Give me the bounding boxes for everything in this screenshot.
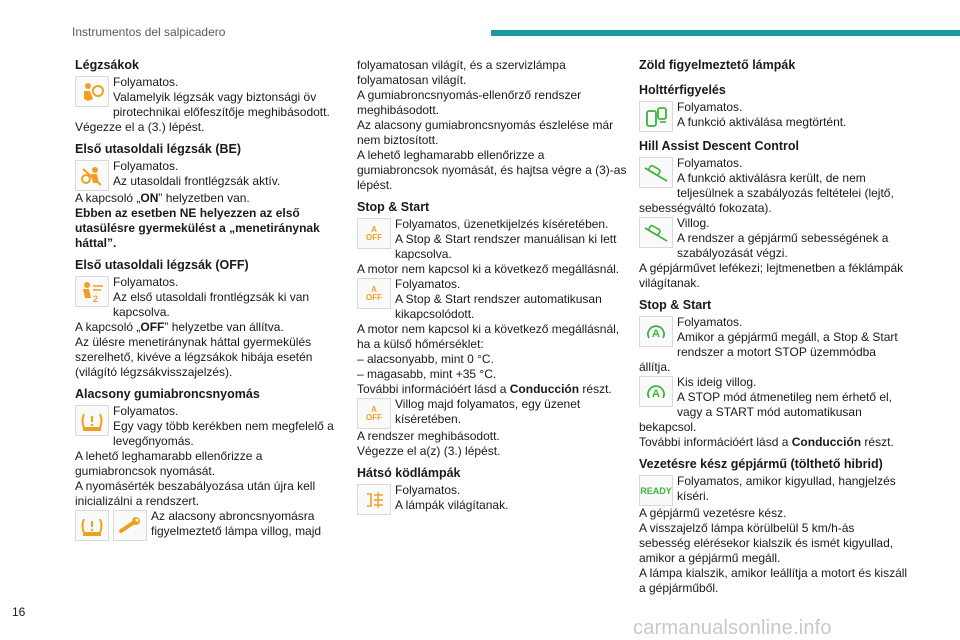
hill-b2: A rendszer a gépjármű sebességének a szabályozását végzi. bbox=[677, 231, 889, 260]
airbags-heading: Légzsákok bbox=[75, 58, 139, 72]
hill-b1: Villog. bbox=[677, 216, 710, 230]
hill-b3: A gépjárművet lefékezi; lejtmenetben a féklámpák világítanak. bbox=[639, 261, 904, 290]
rear-fog-block bbox=[357, 483, 627, 515]
airbags-text-1: Folyamatos. bbox=[113, 75, 179, 89]
stop-start-active-icon-2 bbox=[639, 376, 673, 407]
section-title: Instrumentos del salpicadero bbox=[72, 25, 226, 39]
front-pass-off-block bbox=[75, 275, 345, 320]
passenger-airbag-off-icon bbox=[75, 276, 109, 307]
stop-start-b1: Folyamatos. bbox=[395, 277, 461, 291]
low-tyre-block-2 bbox=[75, 509, 345, 541]
hill-block-a bbox=[639, 156, 909, 216]
hill-heading: Hill Assist Descent Control bbox=[639, 139, 799, 153]
front-pass-on-warning: Ebben az esetben NE helyezzen az első utasülésre gyermekülést a „menetiránynak háttal”. bbox=[75, 206, 320, 250]
rear-fog-text-2: A lámpák világítanak. bbox=[395, 498, 509, 512]
low-tyre-text-1: Folyamatos. bbox=[113, 404, 179, 418]
hill-descent-icon-2 bbox=[639, 217, 673, 248]
ready-icon: READY bbox=[639, 475, 673, 506]
rear-fog-text-1: Folyamatos. bbox=[395, 483, 461, 497]
tyre-cont-text-4: A lehető leghamarabb ellenőrizze a gumiabroncsok nyomását, és hajtsa végre a (3)-as lépést. bbox=[357, 148, 627, 192]
tyre-pressure-icon-2 bbox=[75, 510, 109, 541]
stop-start-a3: A motor nem kapcsol ki a következő megállásnál. bbox=[357, 262, 620, 276]
stop-start-green-b1: Kis ideig villog. bbox=[677, 375, 757, 389]
stop-start-c3: Végezze el a(z) (3.) lépést. bbox=[357, 444, 501, 458]
hill-a1: Folyamatos. bbox=[677, 156, 743, 170]
blind-spot-text-1: Folyamatos. bbox=[677, 100, 743, 114]
stop-start-active-icon bbox=[639, 316, 673, 347]
hill-block-b bbox=[639, 216, 909, 261]
tyre-cont-text-3: Az alacsony gumiabroncsnyomás észlelése már nem biztosított. bbox=[357, 118, 614, 147]
low-tyre-block bbox=[75, 404, 345, 449]
front-pass-on-heading: Első utasoldali légzsák (BE) bbox=[75, 142, 242, 156]
front-pass-on-block bbox=[75, 159, 345, 191]
low-tyre-text-3: A lehető leghamarabb ellenőrizze a gumiabroncsok nyomását. bbox=[75, 449, 263, 478]
stop-start-green-b2: A STOP mód átmenetileg nem érhető el, vagy a START mód automatikusan bekapcsol. bbox=[639, 390, 893, 434]
front-pass-off-text-4: Az ülésre menetiránynak háttal gyermekülés szerelhető, kivéve a légzsákok hibája esetén (világító légzsákvisszajelzés). bbox=[75, 335, 313, 379]
stop-start-off-block-a bbox=[357, 217, 627, 262]
blind-spot-heading: Holttérfigyelés bbox=[639, 83, 726, 97]
stop-start-b4: – alacsonyabb, mint 0 °C. bbox=[357, 352, 494, 366]
ready-a1: Folyamatos, amikor kigyullad, hangjelzés kíséri. bbox=[677, 474, 896, 503]
tyre-cont-text-1: folyamatosan világít, és a szervizlámpa folyamatosan világít. bbox=[357, 58, 566, 87]
ready-heading: Vezetésre kész gépjármű (tölthető hibrid) bbox=[639, 457, 883, 471]
airbags-text-3: Végezze el a (3.) lépést. bbox=[75, 120, 205, 134]
stop-start-off-heading: Stop & Start bbox=[357, 200, 430, 214]
passenger-airbag-on-icon bbox=[75, 160, 109, 191]
stop-start-green-heading: Stop & Start bbox=[639, 298, 712, 312]
front-pass-on-text-3: A kapcsoló „ON” helyzetben van. bbox=[75, 191, 250, 205]
airbags-text-2: Valamelyik légzsák vagy biztonsági öv pirotechnikai előfeszítője meghibásodott. bbox=[113, 90, 330, 119]
ready-block bbox=[639, 474, 909, 506]
wrench-icon bbox=[113, 510, 147, 541]
stop-start-green-block-b bbox=[639, 375, 909, 435]
column-3 bbox=[639, 58, 909, 596]
green-lamps-heading: Zöld figyelmeztető lámpák bbox=[639, 58, 796, 72]
tyre-cont-text-2: A gumiabroncsnyomás-ellenőrző rendszer meghibásodott. bbox=[357, 88, 582, 117]
airbag-warning-icon bbox=[75, 76, 109, 107]
svg-text:A: A bbox=[652, 387, 660, 400]
ready-a3: A visszajelző lámpa körülbelül 5 km/h-ás sebesség elérésekor kialszik és ismét kigyullad, amikor a gépjármű megáll. bbox=[639, 521, 894, 565]
page-number: 16 bbox=[12, 605, 26, 619]
column-1 bbox=[75, 58, 345, 541]
stop-start-b2: A Stop & Start rendszer automatikusan kikapcsolódott. bbox=[395, 292, 602, 321]
front-pass-on-text-1: Folyamatos. bbox=[113, 159, 179, 173]
ready-a2: A gépjármű vezetésre kész. bbox=[639, 506, 787, 520]
hill-descent-icon bbox=[639, 157, 673, 188]
stop-start-off-block-c bbox=[357, 397, 627, 429]
svg-text:A: A bbox=[652, 327, 660, 340]
blind-spot-text-2: A funkció aktiválása megtörtént. bbox=[677, 115, 847, 129]
stop-start-a1: Folyamatos, üzenetkijelzés kíséretében. bbox=[395, 217, 609, 231]
stop-start-off-block-b bbox=[357, 277, 627, 322]
header-accent-bar bbox=[491, 30, 960, 36]
front-pass-off-heading: Első utasoldali légzsák (OFF) bbox=[75, 258, 249, 272]
stop-start-green-block-a bbox=[639, 315, 909, 375]
blind-spot-block bbox=[639, 100, 909, 132]
stop-start-b3: A motor nem kapcsol ki a következő megállásnál, ha a külső hőmérséklet: bbox=[357, 322, 620, 351]
ready-a4: A lámpa kialszik, amikor leállítja a motort és kiszáll a gépjárműből. bbox=[639, 566, 908, 595]
stop-start-off-icon-3: A OFF bbox=[357, 398, 391, 429]
column-2 bbox=[357, 58, 627, 515]
low-tyre-heading: Alacsony gumiabroncsnyomás bbox=[75, 387, 260, 401]
low-tyre-text-2: Egy vagy több kerékben nem megfelelő a levegőnyomás. bbox=[113, 419, 334, 448]
rear-fog-heading: Hátsó ködlámpák bbox=[357, 466, 461, 480]
stop-start-off-icon: A OFF bbox=[357, 218, 391, 249]
stop-start-green-a2: Amikor a gépjármű megáll, a Stop & Start rendszer a motort STOP üzemmódba állítja. bbox=[639, 330, 898, 374]
stop-start-c1: Villog majd folyamatos, egy üzenet kíséretében. bbox=[395, 397, 581, 426]
tyre-pressure-icon bbox=[75, 405, 109, 436]
hill-a2: A funkció aktiválásra került, de nem teljesülnek a szabályozás feltételei (lejtő, sebességváltó fokozata). bbox=[639, 171, 894, 215]
airbags-block bbox=[75, 75, 345, 120]
rear-fog-lamp-icon bbox=[357, 484, 391, 515]
low-tyre-text-4: A nyomásérték beszabályozása után újra kell inicializálni a rendszert. bbox=[75, 479, 316, 508]
low-tyre-text-5: Az alacsony abroncsnyomásra figyelmeztető lámpa villog, majd bbox=[151, 509, 322, 538]
front-pass-off-text-3: A kapcsoló „OFF” helyzetbe van állítva. bbox=[75, 320, 284, 334]
front-pass-on-text-2: Az utasoldali frontlégzsák aktív. bbox=[113, 174, 281, 188]
stop-start-c2: A rendszer meghibásodott. bbox=[357, 429, 500, 443]
watermark: carmanualsonline.info bbox=[633, 617, 832, 639]
svg-text:2: 2 bbox=[93, 293, 99, 304]
front-pass-off-text-2: Az első utasoldali frontlégzsák ki van kapcsolva. bbox=[113, 290, 310, 319]
stop-start-green-b3: További információért lásd a Conducción részt. bbox=[639, 435, 894, 449]
stop-start-b5: – magasabb, mint +35 °C. bbox=[357, 367, 497, 381]
stop-start-green-a1: Folyamatos. bbox=[677, 315, 743, 329]
stop-start-b6: További információért lásd a Conducción részt. bbox=[357, 382, 612, 396]
page-header bbox=[0, 0, 960, 40]
stop-start-off-icon-2: A OFF bbox=[357, 278, 391, 309]
stop-start-a2: A Stop & Start rendszer manuálisan ki lett kapcsolva. bbox=[395, 232, 617, 261]
blind-spot-icon bbox=[639, 101, 673, 132]
front-pass-off-text-1: Folyamatos. bbox=[113, 275, 179, 289]
